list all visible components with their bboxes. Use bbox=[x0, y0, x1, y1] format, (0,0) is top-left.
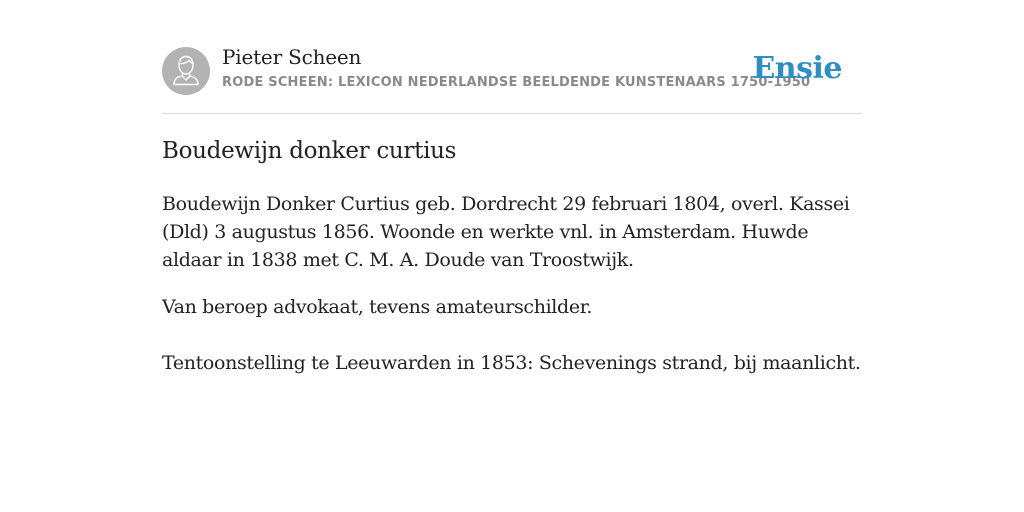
article-title: Boudewijn donker curtius bbox=[162, 138, 457, 164]
source-label[interactable]: RODE SCHEEN: LEXICON NEDERLANDSE BEELDENDE KUNSTENAARS 1750-1950 bbox=[222, 75, 811, 90]
author-header bbox=[162, 0, 862, 114]
article-paragraph: Van beroep advokaat, tevens amateurschilder. bbox=[162, 296, 593, 318]
article-paragraph: Tentoonstelling te Leeuwarden in 1853: Schevenings strand, bij maanlicht. bbox=[162, 352, 861, 374]
author-name[interactable]: Pieter Scheen bbox=[222, 45, 362, 69]
page-container bbox=[162, 0, 862, 374]
user-silhouette-icon bbox=[162, 47, 210, 95]
ensie-logo[interactable]: Ensie bbox=[752, 51, 842, 86]
article-paragraph: Boudewijn Donker Curtius geb. Dordrecht 29 februari 1804, overl. Kassei (Dld) 3 augustus 1856. Woonde en werkte vnl. in Amsterdam. Huwde aldaar in 1838 met C. M. A. Doude van Troostwijk. bbox=[162, 193, 850, 271]
author-avatar[interactable] bbox=[162, 47, 210, 95]
